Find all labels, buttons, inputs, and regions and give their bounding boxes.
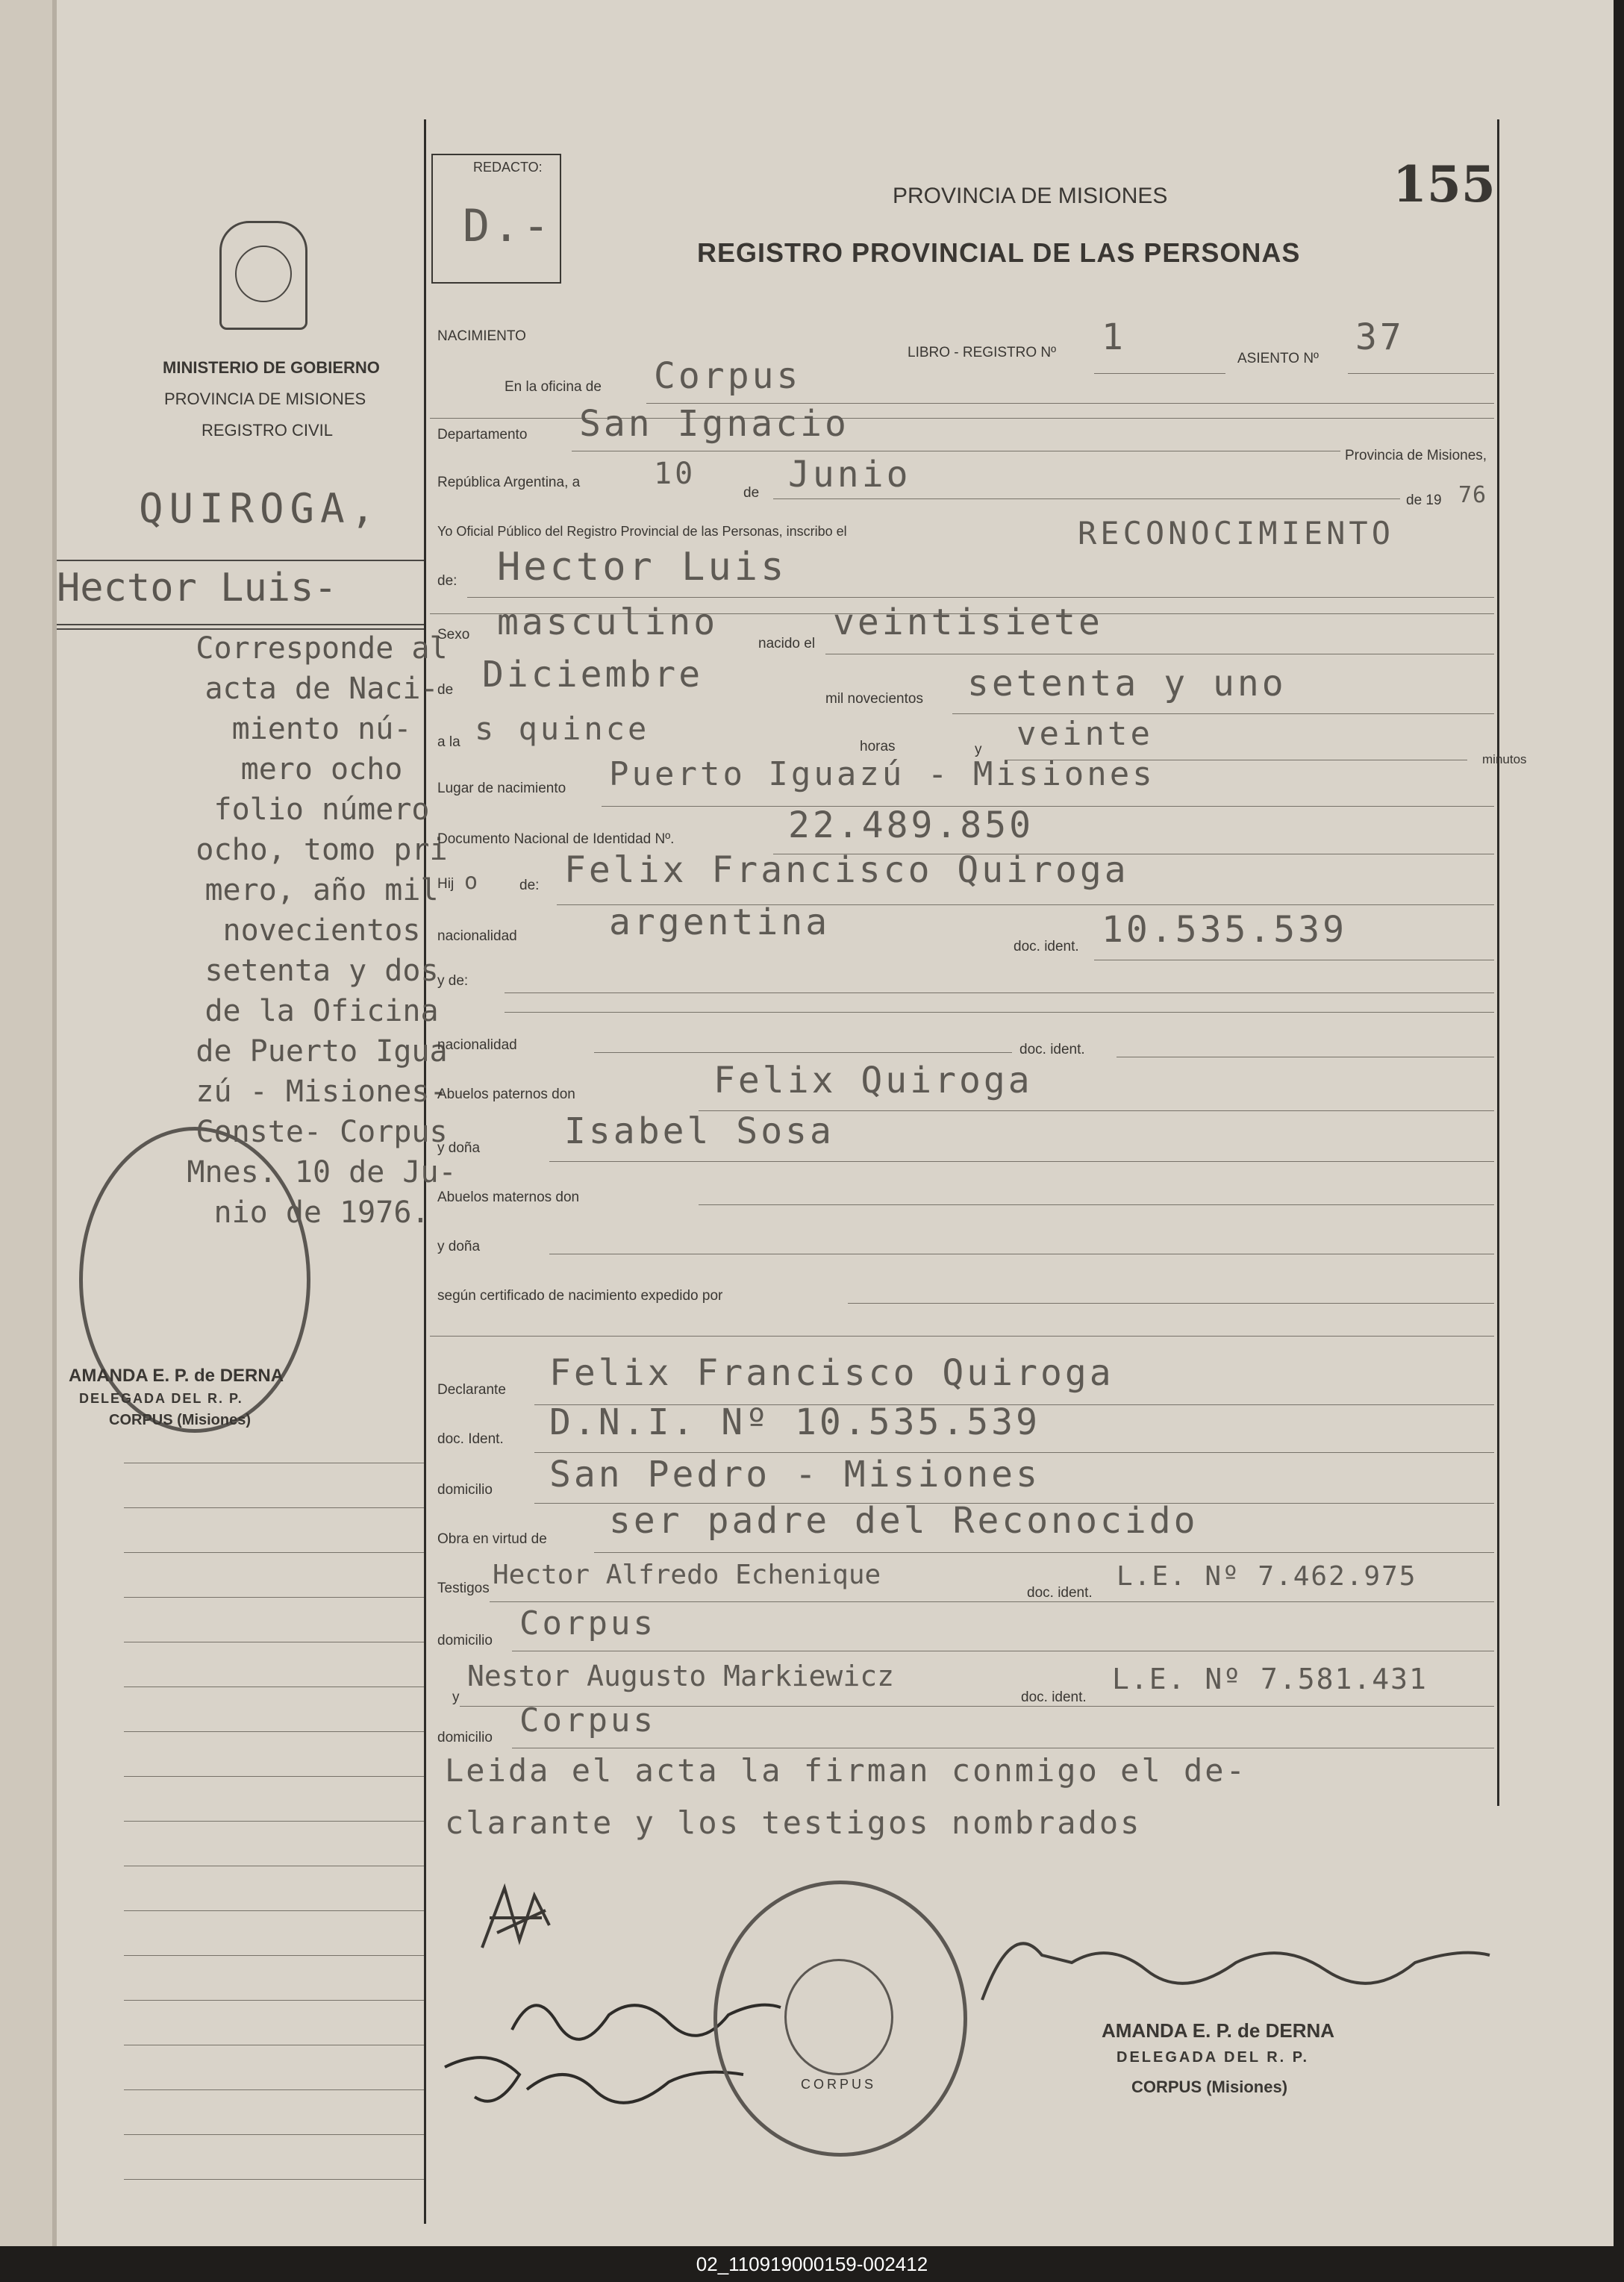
testigo2-dom-value: Corpus <box>519 1701 656 1739</box>
anio-value: 76 <box>1458 482 1487 508</box>
ministry-label: MINISTERIO DE GOBIERNO <box>163 358 380 377</box>
mes-line <box>773 498 1400 499</box>
margin-blank-line <box>124 1597 424 1598</box>
asiento-label: ASIENTO Nº <box>1237 351 1319 366</box>
page-number: 155 <box>1393 155 1496 213</box>
libro-value: 1 <box>1102 316 1126 358</box>
declarante-doc-value: D.N.I. Nº 10.535.539 <box>549 1401 1040 1443</box>
stamp-center-text: CORPUS <box>801 2077 877 2092</box>
testigo1-dom-value: Corpus <box>519 1604 656 1642</box>
margin-note-line: Conste- Corpus <box>196 1115 448 1149</box>
de2-label: de <box>437 682 454 698</box>
margin-blank-line <box>124 1552 424 1553</box>
nacido-label: nacido el <box>758 636 816 651</box>
margin-note-line: setenta y dos <box>204 954 439 988</box>
docident4-label: doc. ident. <box>1027 1585 1093 1601</box>
margin-note-line: de la Oficina <box>204 994 439 1028</box>
redacto-box <box>431 154 561 284</box>
margin-note-line: nio de 1976. <box>213 1195 430 1230</box>
madre-line <box>505 992 1494 993</box>
lugar-label: Lugar de nacimiento <box>437 781 566 796</box>
mes-nac-value: Diciembre <box>482 654 704 695</box>
abuelos-mat-label: Abuelos maternos don <box>437 1190 580 1205</box>
domicilio-label: domicilio <box>437 1482 493 1498</box>
hora-value: s quince <box>475 710 650 747</box>
margin-note-line: Corresponde al <box>196 631 448 666</box>
margin-note-line: zú - Misiones- <box>196 1075 448 1109</box>
obra-label: Obra en virtud de <box>437 1531 547 1547</box>
anio-nac-line <box>952 713 1494 714</box>
departamento-label: Departamento <box>437 427 528 443</box>
testigo1-line <box>490 1601 1494 1602</box>
alas-label: a la <box>437 734 460 750</box>
margin-note-line: folio número <box>213 793 430 827</box>
closing-line-2: clarante y los testigos nombrados <box>445 1804 1142 1841</box>
docident5-label: doc. ident. <box>1021 1689 1087 1705</box>
de-label: de <box>743 485 760 501</box>
acto-value: RECONOCIMIENTO <box>1078 515 1395 551</box>
y-label: y <box>975 742 982 757</box>
nacido-value: veintisiete <box>833 601 1103 643</box>
bottom-stamp-role: DELEGADA DEL R. P. <box>1116 2049 1310 2066</box>
testigo1-value: Hector Alfredo Echenique <box>493 1560 881 1590</box>
margin-blank-line <box>124 1821 424 1822</box>
madre-line-2 <box>505 1012 1494 1013</box>
margin-blank-line <box>124 2179 424 2180</box>
nombre-value: Hector Luis <box>497 545 787 590</box>
margin-blank-line <box>124 1955 424 1956</box>
testigo2-value: Nestor Augusto Markiewicz <box>467 1660 894 1692</box>
oficina-value: Corpus <box>654 355 802 397</box>
margin-note-line: mero, año mil <box>204 873 439 907</box>
provincia-label: Provincia de Misiones, <box>1345 448 1487 463</box>
margin-rule-1 <box>57 560 424 561</box>
sexo-value: masculino <box>497 601 719 643</box>
ydona2-label: y doña <box>437 1239 481 1254</box>
mil-label: mil novecientos <box>825 691 923 707</box>
libro-line <box>1094 373 1225 374</box>
padre-value: Felix Francisco Quiroga <box>564 849 1129 891</box>
segun-label: según certificado de nacimiento expedido por <box>437 1288 723 1304</box>
y-testigo-label: y <box>452 1689 460 1705</box>
de-padre-label: de: <box>519 878 540 893</box>
padre-doc-value: 10.535.539 <box>1102 909 1347 951</box>
dia-value: 10 <box>654 457 696 491</box>
margin-rule-2 <box>57 624 424 625</box>
margin-note-line: mero ocho <box>240 752 403 787</box>
hijo-label: Hij <box>437 876 455 892</box>
signature-quiroga-icon <box>430 2045 751 2119</box>
obra-value: ser padre del Reconocido <box>609 1500 1199 1542</box>
stamp-emblem-icon <box>784 1959 893 2075</box>
mes-value: Junio <box>788 454 911 496</box>
docident3-label: doc. Ident. <box>437 1431 504 1447</box>
republica-label: República Argentina, a <box>437 475 581 490</box>
margin-blank-line <box>124 1910 424 1911</box>
segun-line-2 <box>430 1336 1494 1337</box>
dni-label: Documento Nacional de Identidad Nº. <box>437 831 675 847</box>
margin-surname: QUIROGA, <box>139 485 381 532</box>
declarante-value: Felix Francisco Quiroga <box>549 1352 1114 1394</box>
frame-line-right <box>1497 119 1499 1806</box>
domicilio2-label: domicilio <box>437 1633 493 1648</box>
lugar-line <box>602 806 1494 807</box>
margin-stamp-role: DELEGADA DEL R. P. <box>79 1391 243 1406</box>
registry-round-stamp <box>713 1881 967 2157</box>
domicilio3-label: domicilio <box>437 1730 493 1745</box>
abuela-pat-value: Isabel Sosa <box>564 1110 834 1152</box>
nacionalidad2-label: nacionalidad <box>437 1037 517 1053</box>
margin-blank-line <box>124 1776 424 1777</box>
margin-note-line: de Puerto Igua <box>196 1034 448 1069</box>
image-id-footer: 02_110919000159-002412 <box>0 2246 1624 2282</box>
province-header: PROVINCIA DE MISIONES <box>893 184 1168 208</box>
binding-edge <box>0 0 54 2246</box>
margin-blank-line <box>124 1507 424 1508</box>
minutos-label: minutos <box>1482 752 1527 766</box>
testigo1-doc-value: L.E. Nº 7.462.975 <box>1116 1561 1417 1592</box>
ministry-registry: REGISTRO CIVIL <box>202 421 334 440</box>
yo-label: Yo Oficial Público del Registro Provincial de las Personas, inscribo el <box>437 524 847 539</box>
de-nombre-label: de: <box>437 573 457 589</box>
margin-note-line: acta de Naci- <box>204 672 439 706</box>
domicilio-value: San Pedro - Misiones <box>549 1454 1040 1495</box>
horas-label: horas <box>860 739 896 754</box>
segun-line <box>848 1303 1494 1304</box>
registry-title: REGISTRO PROVINCIAL DE LAS PERSONAS <box>697 237 1301 268</box>
docident-label: doc. ident. <box>1014 939 1079 954</box>
testigos-label: Testigos <box>437 1581 490 1596</box>
lugar-value: Puerto Iguazú - Misiones <box>609 755 1155 793</box>
margin-stamp-place: CORPUS (Misiones) <box>109 1412 252 1428</box>
departamento-value: San Ignacio <box>579 403 849 445</box>
anio-nac-value: setenta y uno <box>967 663 1287 704</box>
margin-blank-line <box>124 1731 424 1732</box>
redacto-value: D.- <box>463 200 553 252</box>
coat-of-arms-icon <box>219 221 307 330</box>
closing-line-1: Leida el acta la firman conmigo el de- <box>445 1752 1247 1789</box>
bottom-stamp-name: AMANDA E. P. de DERNA <box>1102 2019 1335 2042</box>
yde-label: y de: <box>437 973 469 989</box>
redacto-label: REDACTO: <box>473 160 543 175</box>
nacionalidad2-line <box>594 1052 1012 1053</box>
nacionalidad-label: nacionalidad <box>437 928 517 944</box>
libro-label: LIBRO - REGISTRO Nº <box>908 345 1057 360</box>
margin-blank-line <box>124 2089 424 2090</box>
margin-blank-line <box>124 2134 424 2135</box>
abuelo-pat-value: Felix Quiroga <box>713 1060 1033 1101</box>
margin-note-line: Mnes. 10 de Ju- <box>187 1155 457 1190</box>
dni-value: 22.489.850 <box>788 804 1034 846</box>
declarante-label: Declarante <box>437 1382 506 1398</box>
minutos-value: veinte <box>1016 715 1153 753</box>
docident2-label: doc. ident. <box>1019 1042 1085 1057</box>
margin-given-name: Hector Luis- <box>57 566 337 610</box>
asiento-value: 37 <box>1355 316 1405 358</box>
declarante-doc-line <box>534 1452 1494 1453</box>
nacionalidad-value: argentina <box>609 901 831 943</box>
abuelos-pat-label: Abuelos paternos don <box>437 1087 575 1102</box>
bottom-stamp-place: CORPUS (Misiones) <box>1131 2078 1288 2096</box>
sexo-label: Sexo <box>437 627 470 643</box>
testigo2-doc-value: L.E. Nº 7.581.431 <box>1112 1663 1428 1695</box>
nacimiento-label: NACIMIENTO <box>437 328 526 344</box>
ministry-province: PROVINCIA DE MISIONES <box>164 390 366 408</box>
abuela-pat-line <box>549 1161 1494 1162</box>
obra-line <box>594 1552 1494 1553</box>
hijo-suffix: o <box>464 869 478 895</box>
de-anio-label: de 19 <box>1406 493 1442 508</box>
oficina-label: En la oficina de <box>505 379 602 395</box>
margin-registry-stamp <box>79 1127 310 1433</box>
abuelo-mat-line <box>699 1204 1494 1205</box>
margin-note-line: miento nú- <box>231 712 412 746</box>
margin-blank-line <box>124 2000 424 2001</box>
ydona-label: y doña <box>437 1140 481 1156</box>
signature-derna-icon <box>937 1910 1505 2015</box>
nombre-line <box>467 597 1494 598</box>
signature-mark-icon <box>475 1881 557 1963</box>
margin-stamp-name: AMANDA E. P. de DERNA <box>69 1366 284 1386</box>
register-page <box>52 0 1614 2246</box>
margin-note-line: novecientos <box>222 913 421 948</box>
margin-note-line: ocho, tomo pri <box>196 833 448 867</box>
asiento-line <box>1348 373 1494 374</box>
